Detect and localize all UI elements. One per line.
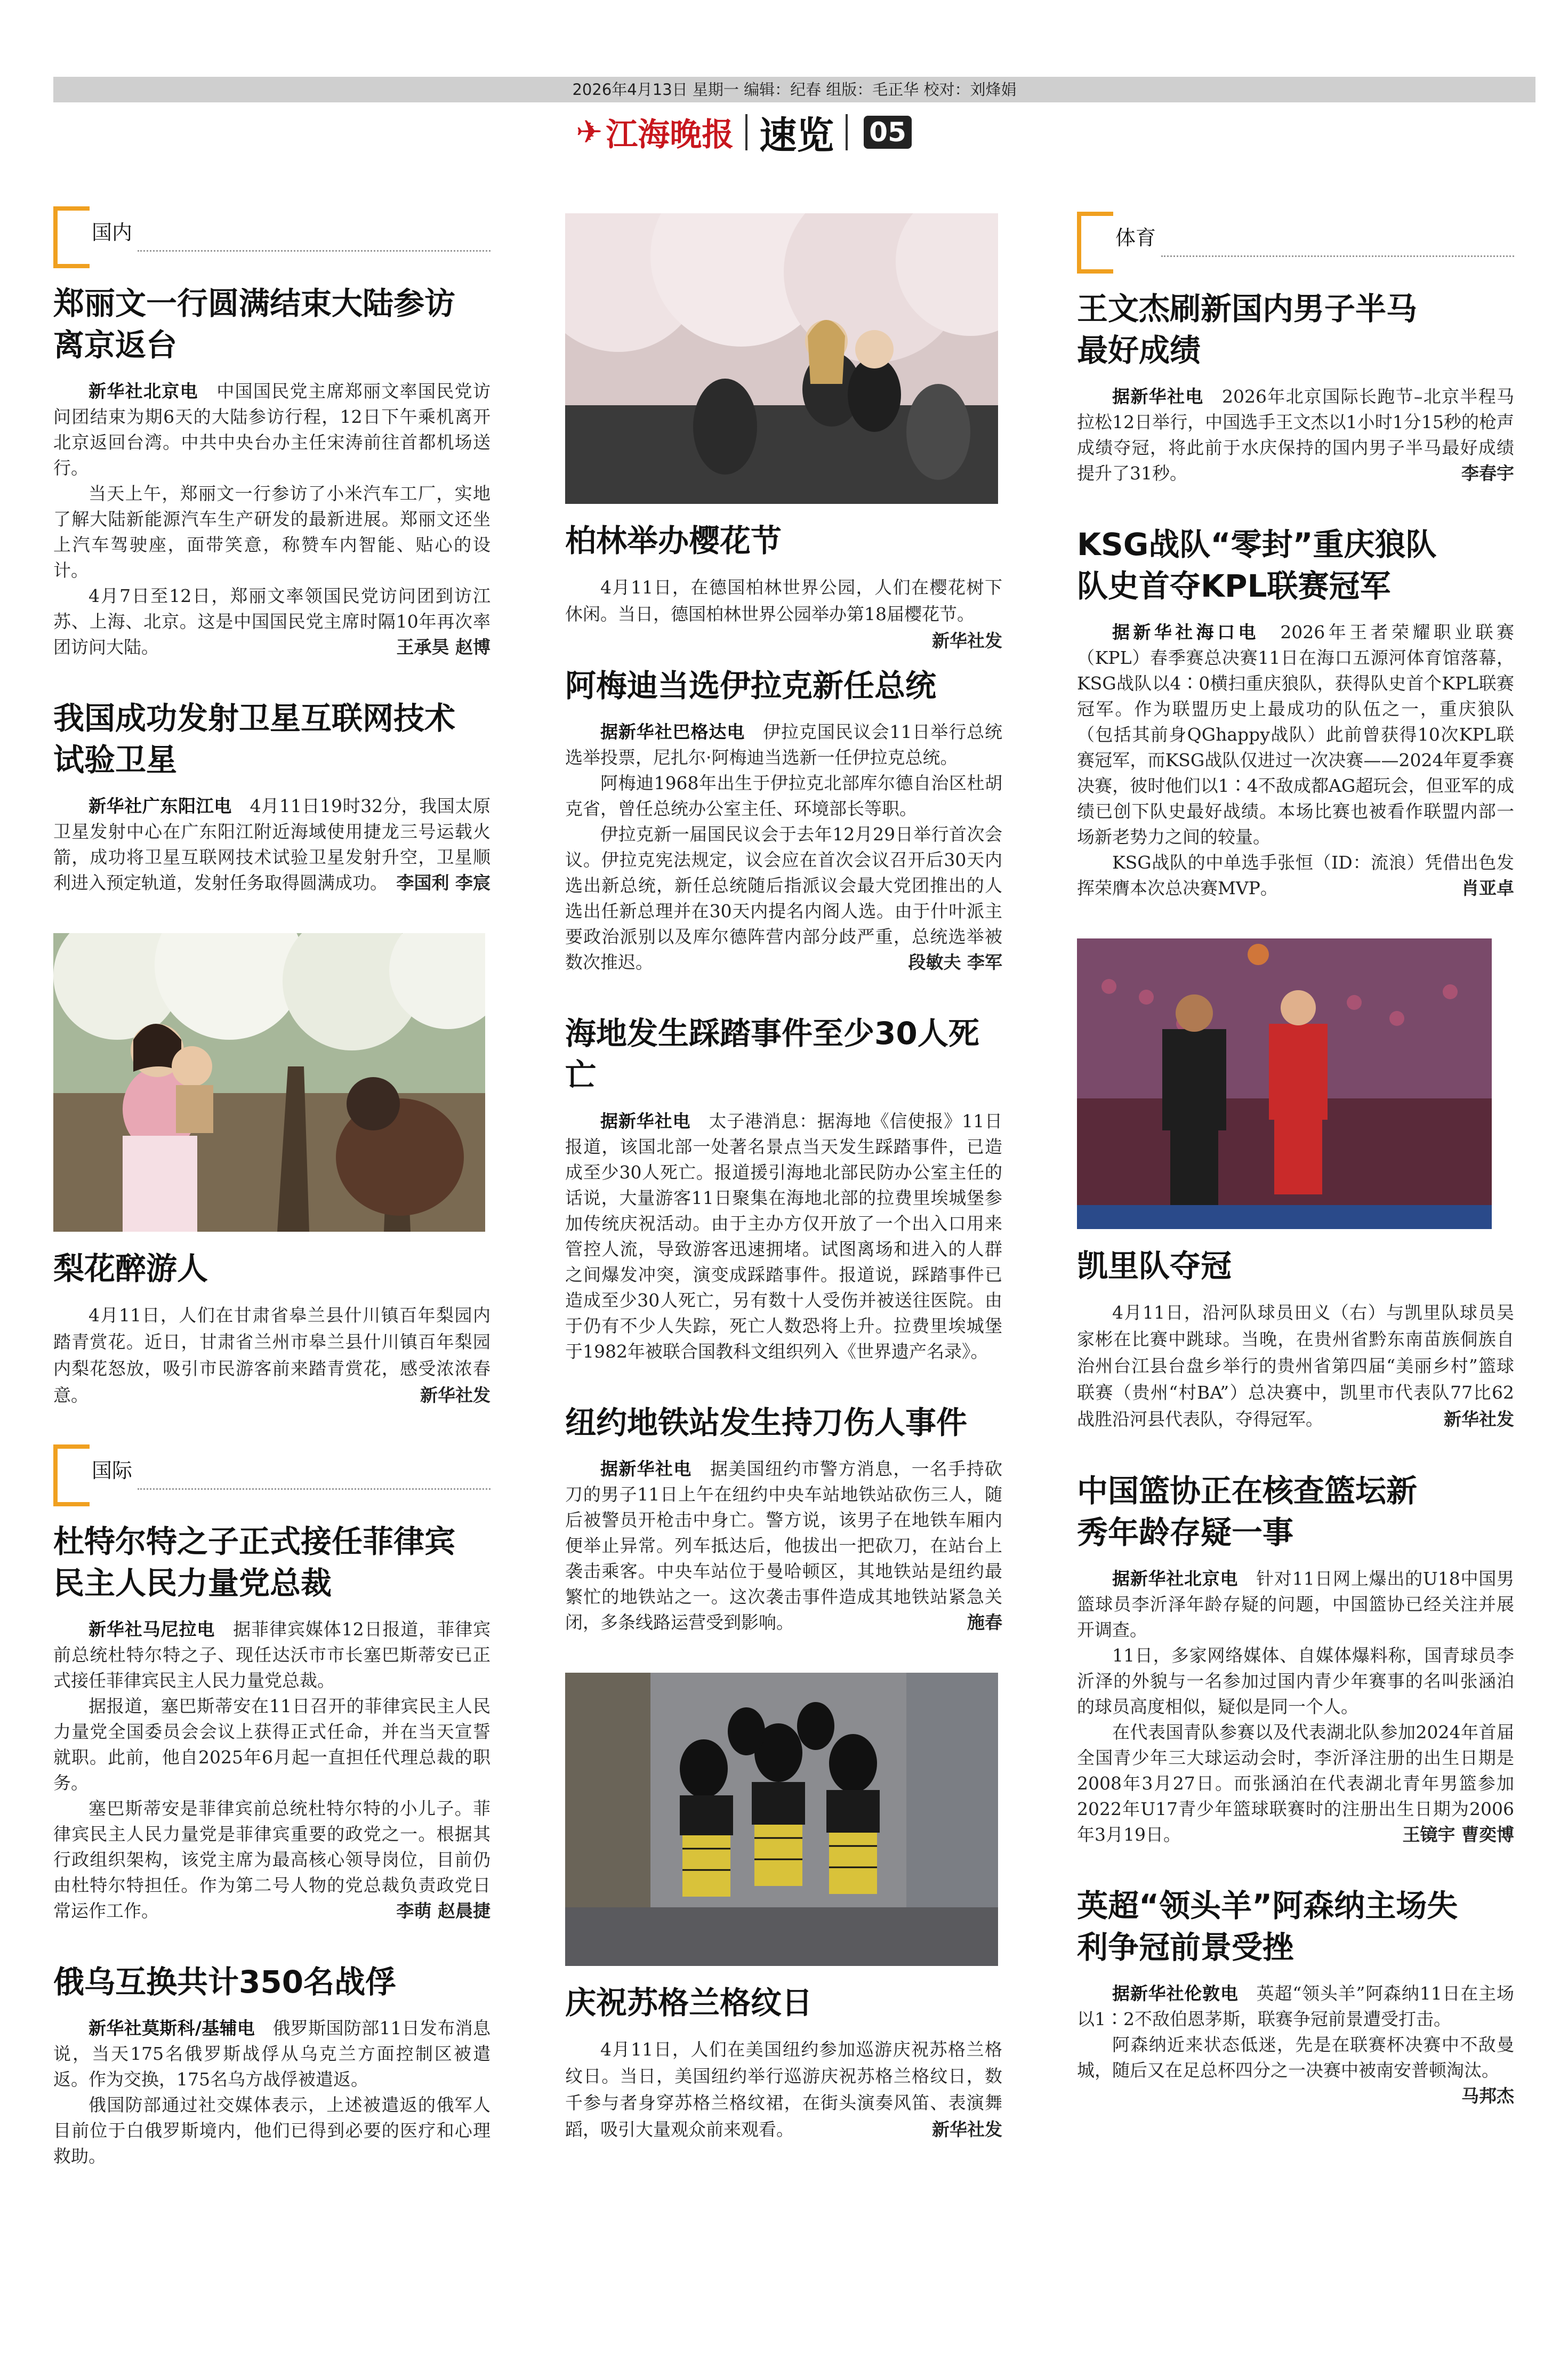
paper-name: 江海晚报 <box>606 116 734 154</box>
article-half-marathon: 王文杰刷新国内男子半马最好成绩 据新华社电 2026年北京国际长跑节–北京半程马拉松12日举行，中国选手王文杰以1小时1分15秒的枪声成绩夺冠，将此前于水庆保持的国内男子半马最好成绩提升了31秒。 李春宇 <box>1077 288 1514 486</box>
byline: 新华社发 <box>932 630 1002 651</box>
photo-story-basketball: 凯里队夺冠 4月11日，沿河队球员田义（右）与凯里队球员吴家彬在比赛中跳球。当晚，在贵州省黔东南苗族侗族自治州台江县台盘乡举行的贵州省第四届“美丽乡村”篮球联赛（贵州“村BA”）总决赛中，凯里市代表队77比62战胜沿河县代表队，夺得冠军。 新华社发 <box>1077 938 1514 1433</box>
column-left <box>53 208 490 2206</box>
basketball-photo <box>1077 938 1492 1229</box>
article-title: 纽约地铁站发生持刀伤人事件 <box>565 1404 968 1441</box>
article-title: 杜特尔特之子正式接任菲律宾民主人民力量党总裁 <box>53 1523 456 1601</box>
article-haiti: 海地发生踩踏事件至少30人死亡 据新华社电 太子港消息：据海地《信使报》11日报道，该国北部一处著名景点当天发生踩踏事件，已造成至少30人死亡。报道援引海地北部民防办公室主任的话说，大量游客11日聚集在海地北部的拉费里埃城堡参加传统庆祝活动。由于主办方仅开放了一个出入口用来管控人流，导致游客迅速拥堵。试图离场和进入的人群之间爆发冲突，演变成踩踏事件。报道说，踩踏事件已造成至少30人死亡，另有数十人受伤并被送往医院。由于仍有不少人失踪，死亡人数恐将上升。拉费里埃城堡于1982年被联合国教科文组织列入《世界遗产名录》。 <box>565 1013 1002 1364</box>
byline: 新华社发 <box>1444 1409 1514 1430</box>
article-title: 郑丽文一行圆满结束大陆参访离京返台 <box>53 285 456 363</box>
article-iraq: 阿梅迪当选伊拉克新任总统 据新华社巴格达电 伊拉克国民议会11日举行总统选举投票，尼扎尔·阿梅迪当选新一任伊拉克总统。 阿梅迪1968年出生于伊拉克北部库尔德自治区杜胡克省，曾任总统办公室主任、环境部长等职。 伊拉克新一届国民议会于去年12月29日举行首次会议。伊拉克宪法规定，议会应在首次会议召开后30天内选出新总统，新任总统随后指派议会最大党团推出的人选出任新总理并在30天内提名内阁人选。由于什叶派主要政治派别以及库尔德阵营内部分歧严重，总统选举被数次推迟。 段敏夫 李军 <box>565 665 1002 975</box>
section-title: 速览 <box>759 113 834 157</box>
byline: 李春宇 <box>1461 463 1514 484</box>
masthead <box>576 111 912 157</box>
article-nyc-subway: 纽约地铁站发生持刀伤人事件 据新华社电 据美国纽约市警方消息，一名手持砍刀的男子11日上午在纽约中央车站地铁站砍伤三人，随后被警员开枪击中身亡。警方说，该男子在地铁车厢内便举止异常。列车抵达后，他拔出一把砍刀，在站台上袭击乘客。中央车站位于曼哈顿区，其地铁站是纽约最繁忙的地铁站之一。这次袭击事件造成其地铁站紧急关闭，多条线路运营受到影响。 施春 <box>565 1402 1002 1635</box>
article-pow-swap: 俄乌互换共计350名战俘 新华社莫斯科/基辅电 俄罗斯国防部11日发布消息说，当天175名俄罗斯战俘从乌克兰方面控制区被遣返。作为交换，175名乌方战俘被遣返。 俄国防部通过社交媒体表示，上述被遣返的俄军人目前位于白俄罗斯境内，他们已得到必要的医疗和心理救助。 <box>53 1961 490 2169</box>
paper-logo <box>576 109 734 155</box>
article-title: 阿梅迪当选伊拉克新任总统 <box>565 668 937 704</box>
article-title: KSG战队“零封”重庆狼队队史首夺KPL联赛冠军 <box>1077 526 1437 604</box>
page-number: 05 <box>864 116 912 149</box>
photo-story-tartan: 庆祝苏格兰格纹日 4月11日，人们在美国纽约参加巡游庆祝苏格兰格纹日。当日，美国纽约举行巡游庆祝苏格兰格纹日，数千参与者身穿苏格兰格纹裙，在街头演奏风笛、表演舞蹈，吸引大量观众前来观看。 新华社发 <box>565 1673 1002 2143</box>
article-title: 英超“领头羊”阿森纳主场失利争冠前景受挫 <box>1077 1888 1458 1965</box>
byline: 段敏夫 李军 <box>908 952 1002 973</box>
section-tag-sports: 体育 <box>1077 213 1514 272</box>
article-cba-age: 中国篮协正在核查篮坛新秀年龄存疑一事 据新华社北京电 针对11日网上爆出的U18中国男篮球员李沂泽年龄存疑的问题，中国篮协已经关注并展开调查。 11日，多家网络媒体、自媒体爆料称，国青球员李沂泽的外貌与一名参加过国内青少年赛事的名叫张涵泊的球员高度相似，疑似是同一个人。 在代表国青队参赛以及代表湖北队参加2024年首届全国青少年三大球运动会时，李沂泽注册的出生日期是2008年3月27日。而张涵泊在代表湖北青年男篮参加2022年U17青少年篮球联赛时的注册出生日期为2006年3月19日。 王镜宇 曹奕博 <box>1077 1470 1514 1848</box>
byline: 肖亚卓 <box>1461 878 1514 898</box>
photo-story-cherry: 柏林举办樱花节 4月11日，在德国柏林世界公园，人们在樱花树下休闲。当日，德国柏林世界公园举办第18届樱花节。 新华社发 <box>565 213 1002 628</box>
article-kpl: KSG战队“零封”重庆狼队队史首夺KPL联赛冠军 据新华社海口电 2026年王者荣耀职业联赛（KPL）春季赛总决赛11日在海口五源河体育馆落幕，KSG战队以4∶0横扫重庆狼队，获得队史首个KPL联赛冠军。作为联盟历史上最成功的队伍之一，重庆狼队（包括其前身QGhappy战队）此前曾获得10次KPL联赛冠军，而KSG战队仅进过一次决赛——2024年夏季赛决赛，彼时他们以1∶4不敌成都AG超玩会，但亚军的成绩已创下队史最好战绩。本场比赛也被看作联盟内部一场新老势力之间的较量。 KSG战队的中单选手张恒（ID：流浪）凭借出色发挥荣膺本次总决赛MVP。 肖亚卓 <box>1077 524 1514 901</box>
section-tag-domestic: 国内 <box>53 208 490 267</box>
pear-blossom-photo <box>53 933 485 1232</box>
article-arsenal: 英超“领头羊”阿森纳主场失利争冠前景受挫 据新华社伦敦电 英超“领头羊”阿森纳11日在主场以1∶2不敌伯恩茅斯，联赛争冠前景遭受打击。 阿森纳近来状态低迷，先是在联赛杯决赛中不敌曼城，随后又在足总杯四分之一决赛中被南安普顿淘汰。 马邦杰 <box>1077 1885 1514 2083</box>
byline: 新华社发 <box>932 2119 1002 2140</box>
byline: 马邦杰 <box>1461 2085 1514 2106</box>
byline: 李国利 李宸 <box>396 872 490 893</box>
section-tag-intl: 国际 <box>53 1446 490 1505</box>
byline: 新华社发 <box>420 1385 490 1406</box>
article-title: 海地发生踩踏事件至少30人死亡 <box>565 1015 979 1093</box>
photo-title: 庆祝苏格兰格纹日 <box>565 1985 813 2021</box>
article-title: 中国篮协正在核查篮坛新秀年龄存疑一事 <box>1077 1473 1418 1551</box>
photo-title: 柏林举办樱花节 <box>565 523 782 559</box>
article-title: 王文杰刷新国内男子半马最好成绩 <box>1077 291 1418 368</box>
photo-title: 梨花醉游人 <box>53 1250 208 1287</box>
page-dateline: 2026年4月13日 星期一 编辑：纪春 组版：毛正华 校对：刘烽娟 <box>53 77 1535 102</box>
cherry-blossom-photo <box>565 213 998 504</box>
column-middle <box>565 213 1002 2180</box>
article-title: 我国成功发射卫星互联网技术试验卫星 <box>53 700 456 778</box>
byline: 王镜宇 曹奕博 <box>1402 1824 1514 1845</box>
byline: 施春 <box>967 1612 1002 1633</box>
byline: 李萌 赵晨捷 <box>396 1900 490 1921</box>
article-satellite: 我国成功发射卫星互联网技术试验卫星 新华社广东阳江电 4月11日19时32分，我国太原卫星发射中心在广东阳江附近海域使用捷龙三号运载火箭，成功将卫星互联网技术试验卫星发射升空，卫星顺利进入预定轨道，发射任务取得圆满成功。 李国利 李宸 <box>53 697 490 896</box>
logo-swoosh-icon: ✈ <box>576 114 603 151</box>
photo-story-pear: 梨花醉游人 4月11日，人们在甘肃省皋兰县什川镇百年梨园内踏青赏花。近日，甘肃省兰州市皋兰县什川镇百年梨园内梨花怒放，吸引市民游客前来踏青赏花，感受浓浓春意。 新华社发 <box>53 933 490 1409</box>
tartan-parade-photo <box>565 1673 998 1966</box>
article-zhenglw: 郑丽文一行圆满结束大陆参访离京返台 新华社北京电 中国国民党主席郑丽文率国民党访问团结束为期6天的大陆参访行程，12日下午乘机离开北京返回台湾。中共中央台办主任宋涛前往首都机场送行。 当天上午，郑丽文一行参访了小米汽车工厂，实地了解大陆新能源汽车生产研发的最新进展。郑丽文还坐上汽车驾驶座，面带笑意，称赞车内智能、贴心的设计。 4月7日至12日，郑丽文率领国民党访问团到访江苏、上海、北京。这是中国国民党主席时隔10年再次率团访问大陆。 王承昊 赵博 <box>53 283 490 660</box>
byline: 王承昊 赵博 <box>396 637 490 657</box>
photo-title: 凯里队夺冠 <box>1077 1248 1232 1284</box>
article-duterte: 杜特尔特之子正式接任菲律宾民主人民力量党总裁 新华社马尼拉电 据菲律宾媒体12日报道，菲律宾前总统杜特尔特之子、现任达沃市市长塞巴斯蒂安已正式接任菲律宾民主人民力量党总裁。 据报道，塞巴斯蒂安在11日召开的菲律宾民主人民力量党全国委员会会议上获得正式任命，并在当天宣誓就职。此前，他自2025年6月起一直担任代理总裁的职务。 塞巴斯蒂安是菲律宾前总统杜特尔特的小儿子。菲律宾民主人民力量党是菲律宾重要的政党之一。根据其行政组织架构，该党主席为最高核心领导岗位，目前仍由杜特尔特担任。作为第二号人物的党总裁负责政党日常运作工作。 李萌 赵晨捷 <box>53 1521 490 1924</box>
article-title: 俄乌互换共计350名战俘 <box>53 1964 397 2000</box>
column-right <box>1077 213 1514 2121</box>
